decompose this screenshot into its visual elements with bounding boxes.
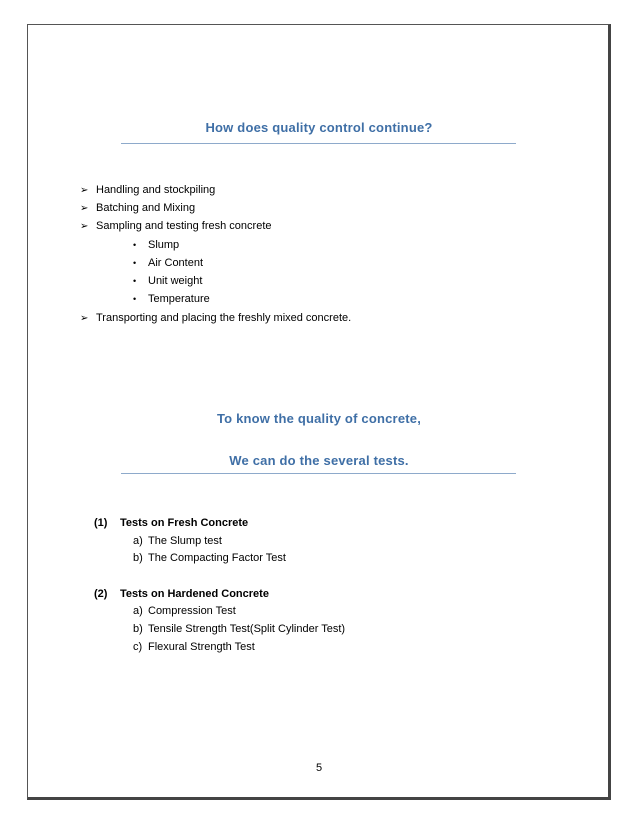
list-item bbox=[80, 184, 215, 196]
list-item-text: Handling and stockpiling bbox=[96, 184, 216, 196]
dot-bullet-icon: • bbox=[133, 258, 137, 268]
test-item bbox=[133, 552, 286, 564]
item-letter: b) bbox=[133, 623, 143, 635]
arrow-bullet-icon: ➢ bbox=[80, 313, 89, 324]
heading-several-tests: We can do the several tests. bbox=[229, 453, 409, 468]
arrow-bullet-icon: ➢ bbox=[80, 203, 89, 214]
test-item bbox=[133, 535, 222, 547]
heading-underline bbox=[121, 143, 516, 144]
page-number: 5 bbox=[315, 762, 323, 774]
sub-list-item bbox=[133, 257, 203, 269]
item-letter: c) bbox=[133, 641, 143, 653]
list-item bbox=[80, 220, 272, 232]
sub-list-item-text: Slump bbox=[148, 239, 180, 251]
heading-underline bbox=[121, 473, 516, 474]
sub-list-item bbox=[133, 275, 202, 287]
section-title-text: Tests on Fresh Concrete bbox=[120, 517, 249, 529]
heading-quality-of-concrete: To know the quality of concrete, bbox=[216, 411, 422, 426]
test-item bbox=[133, 605, 236, 617]
arrow-bullet-icon: ➢ bbox=[80, 221, 89, 232]
section-number: (1) bbox=[94, 517, 108, 529]
section-number: (2) bbox=[94, 588, 108, 600]
list-item-text: Transporting and placing the freshly mixed concrete. bbox=[96, 312, 352, 324]
list-item-text: Batching and Mixing bbox=[96, 202, 196, 214]
sub-list-item-text: Unit weight bbox=[148, 275, 203, 287]
section-title-hardened-concrete bbox=[94, 588, 269, 600]
arrow-bullet-icon: ➢ bbox=[80, 185, 89, 196]
dot-bullet-icon: • bbox=[133, 240, 137, 250]
item-text: Flexural Strength Test bbox=[148, 641, 255, 653]
dot-bullet-icon: • bbox=[133, 294, 137, 304]
sub-list-item-text: Air Content bbox=[148, 257, 204, 269]
dot-bullet-icon: • bbox=[133, 276, 137, 286]
sub-list-item bbox=[133, 293, 210, 305]
test-item bbox=[133, 623, 345, 635]
item-letter: a) bbox=[133, 605, 143, 617]
item-text: The Slump test bbox=[148, 535, 222, 547]
sub-list-item bbox=[133, 239, 179, 251]
list-item bbox=[80, 202, 195, 214]
section-title-text: Tests on Hardened Concrete bbox=[120, 588, 269, 600]
section-title-fresh-concrete bbox=[94, 517, 248, 529]
sub-list-item-text: Temperature bbox=[148, 293, 210, 305]
list-item bbox=[80, 312, 351, 324]
item-text: Tensile Strength Test(Split Cylinder Test) bbox=[148, 623, 346, 635]
list-item-text: Sampling and testing fresh concrete bbox=[96, 220, 272, 232]
heading-quality-control: How does quality control continue? bbox=[205, 120, 433, 135]
item-text: The Compacting Factor Test bbox=[148, 552, 286, 564]
test-item bbox=[133, 641, 255, 653]
item-letter: a) bbox=[133, 535, 143, 547]
item-letter: b) bbox=[133, 552, 143, 564]
item-text: Compression Test bbox=[148, 605, 236, 617]
